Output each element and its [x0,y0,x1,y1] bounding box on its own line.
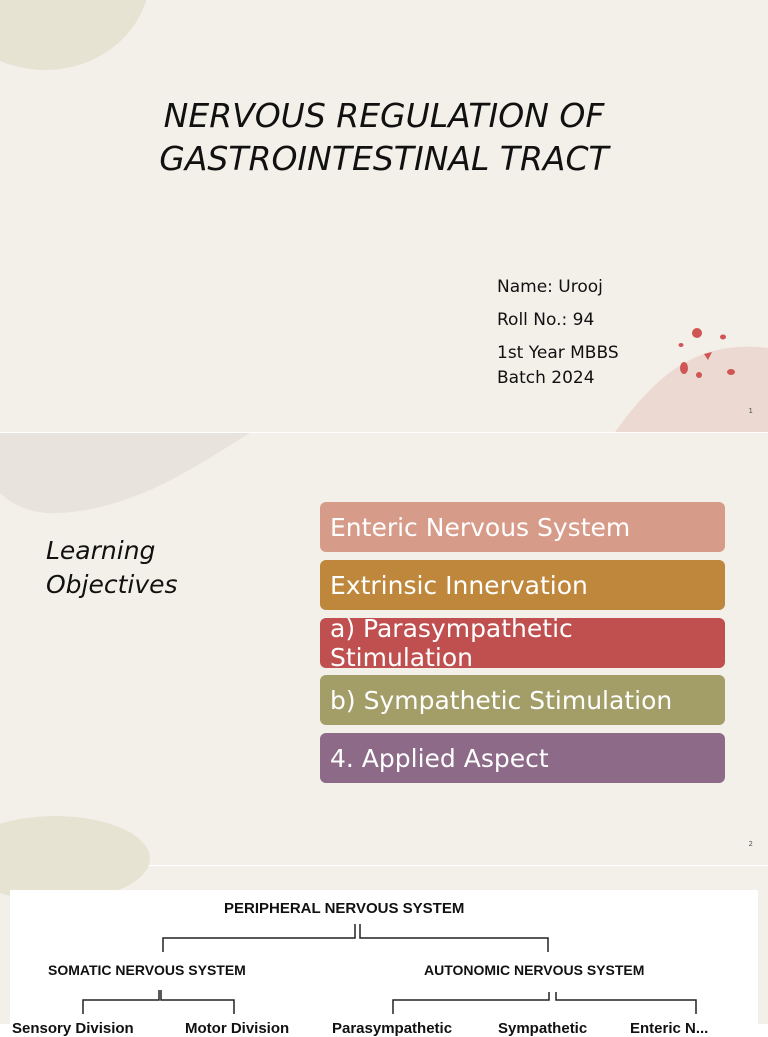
sensory-division-label: Sensory Division [12,1020,134,1037]
autonomic-label: AUTONOMIC NERVOUS SYSTEM [424,962,645,978]
objective-sympathetic [320,675,725,725]
title-line-2: GASTROINTESTINAL TRACT [159,139,609,178]
objective-enteric [320,502,725,552]
batch: Batch 2024 [497,368,595,388]
objective-extrinsic [320,560,725,610]
objective-label: a) Parasympathetic Stimulation [330,614,573,672]
title-slide [0,0,768,432]
root-label: PERIPHERAL NERVOUS SYSTEM [224,900,465,917]
slide-number: 2 [748,840,753,848]
slide-title [0,94,768,180]
heading-line-2: Objectives [46,570,178,599]
pns-diagram-slide [0,866,768,1037]
heading-line-1: Learning [46,536,156,565]
parasympathetic-label: Parasympathetic [332,1020,453,1037]
objective-label: Extrinsic Innervation [330,570,588,600]
year-of-study: 1st Year MBBS [497,343,619,363]
learning-objectives-heading [46,534,178,602]
enteric-label: Enteric N... [630,1020,709,1037]
decorative-pink-shape [600,330,768,432]
slide-number: 1 [748,407,753,415]
objective-label: b) Sympathetic Stimulation [330,685,673,715]
objectives-slide [0,433,768,865]
objective-label: 4. Applied Aspect [330,743,549,773]
motor-division-label: Motor Division [185,1020,290,1037]
sympathetic-label: Sympathetic [498,1020,588,1037]
decorative-beige-swoosh [0,433,260,518]
decorative-blob-top-left [0,0,150,70]
roll-number: Roll No.: 94 [497,310,595,330]
objective-applied [320,733,725,783]
title-line-1: NERVOUS REGULATION OF [163,96,605,135]
author-name: Name: Urooj [497,277,603,297]
objective-parasympathetic [320,614,725,672]
objective-label: Enteric Nervous System [330,512,631,542]
somatic-label: SOMATIC NERVOUS SYSTEM [48,962,246,978]
pns-diagram [10,890,758,1037]
